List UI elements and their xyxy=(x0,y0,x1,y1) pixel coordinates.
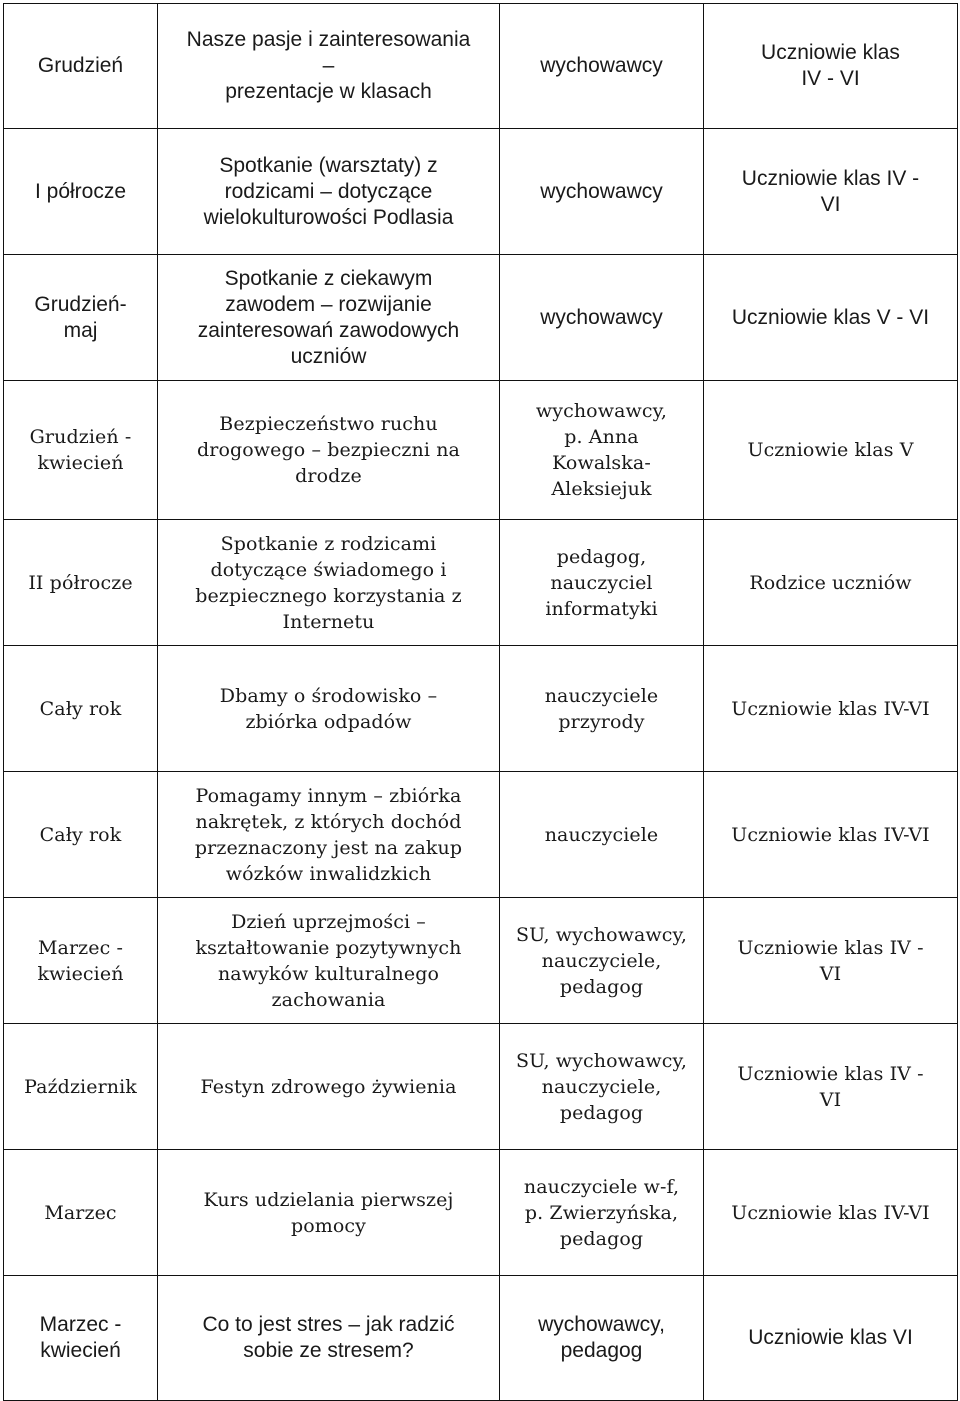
audience-cell: Uczniowie klas IV-VI xyxy=(704,772,958,898)
responsible-cell: nauczyciele przyrody xyxy=(500,646,704,772)
table-row xyxy=(4,255,958,381)
responsible-cell: SU, wychowawcy, nauczyciele, pedagog xyxy=(500,898,704,1024)
table-row xyxy=(4,520,958,646)
table-row xyxy=(4,772,958,898)
activity-cell: Festyn zdrowego żywienia xyxy=(158,1024,500,1150)
responsible-cell: nauczyciele w-f, p. Zwierzyńska, pedagog xyxy=(500,1150,704,1276)
table-row xyxy=(4,381,958,520)
responsible-cell: nauczyciele xyxy=(500,772,704,898)
audience-cell: Uczniowie klas IV - VI xyxy=(704,129,958,255)
time-cell: I półrocze xyxy=(4,129,158,255)
time-cell: Grudzień - kwiecień xyxy=(4,381,158,520)
table-row xyxy=(4,646,958,772)
audience-cell: Rodzice uczniów xyxy=(704,520,958,646)
time-cell: Cały rok xyxy=(4,772,158,898)
time-cell: Marzec - kwiecień xyxy=(4,1276,158,1401)
activity-cell: Spotkanie (warsztaty) z rodzicami – dotyczące wielokulturowości Podlasia xyxy=(158,129,500,255)
responsible-cell: wychowawcy, pedagog xyxy=(500,1276,704,1401)
time-cell: Grudzień xyxy=(4,4,158,129)
time-cell: Grudzień- maj xyxy=(4,255,158,381)
audience-cell: Uczniowie klas IV - VI xyxy=(704,898,958,1024)
responsible-cell: wychowawcy, p. Anna Kowalska- Aleksiejuk xyxy=(500,381,704,520)
audience-cell: Uczniowie klas IV-VI xyxy=(704,646,958,772)
table-row xyxy=(4,1276,958,1401)
time-cell: Październik xyxy=(4,1024,158,1150)
activities-table xyxy=(3,3,958,1401)
activity-cell: Co to jest stres – jak radzić sobie ze stresem? xyxy=(158,1276,500,1401)
responsible-cell: wychowawcy xyxy=(500,4,704,129)
activity-cell: Bezpieczeństwo ruchu drogowego – bezpieczni na drodze xyxy=(158,381,500,520)
table-row xyxy=(4,1150,958,1276)
activity-cell: Pomagamy innym – zbiórka nakrętek, z których dochód przeznaczony jest na zakup wózków inwalidzkich xyxy=(158,772,500,898)
time-cell: Cały rok xyxy=(4,646,158,772)
responsible-cell: wychowawcy xyxy=(500,129,704,255)
audience-cell: Uczniowie klas IV-VI xyxy=(704,1150,958,1276)
audience-cell: Uczniowie klas IV - VI xyxy=(704,4,958,129)
table-row xyxy=(4,4,958,129)
time-cell: Marzec xyxy=(4,1150,158,1276)
responsible-cell: SU, wychowawcy, nauczyciele, pedagog xyxy=(500,1024,704,1150)
activity-cell: Kurs udzielania pierwszej pomocy xyxy=(158,1150,500,1276)
audience-cell: Uczniowie klas IV - VI xyxy=(704,1024,958,1150)
responsible-cell: pedagog, nauczyciel informatyki xyxy=(500,520,704,646)
audience-cell: Uczniowie klas V - VI xyxy=(704,255,958,381)
activity-cell: Dzień uprzejmości – kształtowanie pozytywnych nawyków kulturalnego zachowania xyxy=(158,898,500,1024)
responsible-cell: wychowawcy xyxy=(500,255,704,381)
time-cell: II półrocze xyxy=(4,520,158,646)
activity-cell: Nasze pasje i zainteresowania – prezentacje w klasach xyxy=(158,4,500,129)
table-row xyxy=(4,129,958,255)
audience-cell: Uczniowie klas VI xyxy=(704,1276,958,1401)
activity-cell: Dbamy o środowisko – zbiórka odpadów xyxy=(158,646,500,772)
activity-cell: Spotkanie z ciekawym zawodem – rozwijanie zainteresowań zawodowych uczniów xyxy=(158,255,500,381)
time-cell: Marzec - kwiecień xyxy=(4,898,158,1024)
audience-cell: Uczniowie klas V xyxy=(704,381,958,520)
table-row xyxy=(4,1024,958,1150)
table-row xyxy=(4,898,958,1024)
activity-cell: Spotkanie z rodzicami dotyczące świadomego i bezpiecznego korzystania z Internetu xyxy=(158,520,500,646)
